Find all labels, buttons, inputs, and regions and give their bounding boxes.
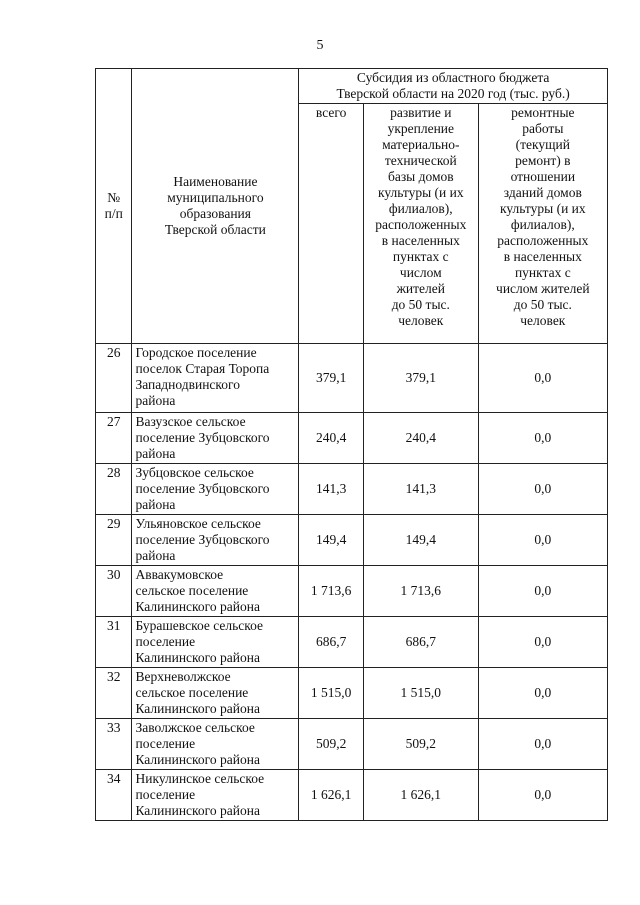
page-number: 5 <box>316 38 324 53</box>
repair-value: 0,0 <box>478 770 607 821</box>
development-value: 1 713,6 <box>363 566 478 617</box>
table-row <box>96 515 608 566</box>
total-value: 379,1 <box>299 344 364 413</box>
row-number: 29 <box>96 515 132 566</box>
total-value: 1 626,1 <box>299 770 364 821</box>
table-row <box>96 770 608 821</box>
total-value: 149,4 <box>299 515 364 566</box>
municipality-name: Аввакумовское сельское поселение Калининского района <box>132 566 299 617</box>
row-number: 30 <box>96 566 132 617</box>
header-name: Наименование муниципального образования Тверской области <box>132 69 299 344</box>
repair-value: 0,0 <box>478 617 607 668</box>
municipality-name: Заволжское сельское поселение Калининского района <box>132 719 299 770</box>
header-subsidy: Субсидия из областного бюджета Тверской области на 2020 год (тыс. руб.) <box>299 69 608 104</box>
table-row <box>96 344 608 413</box>
repair-value: 0,0 <box>478 413 607 464</box>
development-value: 379,1 <box>363 344 478 413</box>
repair-value: 0,0 <box>478 566 607 617</box>
table-row <box>96 566 608 617</box>
repair-value: 0,0 <box>478 344 607 413</box>
row-number: 31 <box>96 617 132 668</box>
total-value: 1 515,0 <box>299 668 364 719</box>
development-value: 149,4 <box>363 515 478 566</box>
subsidy-table <box>95 68 608 821</box>
repair-value: 0,0 <box>478 668 607 719</box>
header-development: развитие и укрепление материально- технической базы домов культуры (и их филиалов), расположенных в населенных пунктах с числом жителей до 50 тыс. человек <box>363 104 478 344</box>
development-value: 1 515,0 <box>363 668 478 719</box>
table-row <box>96 413 608 464</box>
total-value: 1 713,6 <box>299 566 364 617</box>
table-row <box>96 464 608 515</box>
row-number: 27 <box>96 413 132 464</box>
development-value: 141,3 <box>363 464 478 515</box>
repair-value: 0,0 <box>478 464 607 515</box>
row-number: 34 <box>96 770 132 821</box>
row-number: 32 <box>96 668 132 719</box>
header-total: всего <box>299 104 364 344</box>
header-repair: ремонтные работы (текущий ремонт) в отношении зданий домов культуры (и их филиалов), расположенных в населенных пунктах с числом жителей до 50 тыс. человек <box>478 104 607 344</box>
table-row <box>96 719 608 770</box>
municipality-name: Городское поселение поселок Старая Торопа Западнодвинского района <box>132 344 299 413</box>
municipality-name: Никулинское сельское поселение Калининского района <box>132 770 299 821</box>
header-num: № п/п <box>96 69 132 344</box>
table-row <box>96 668 608 719</box>
municipality-name: Бурашевское сельское поселение Калининского района <box>132 617 299 668</box>
total-value: 141,3 <box>299 464 364 515</box>
municipality-name: Ульяновское сельское поселение Зубцовского района <box>132 515 299 566</box>
total-value: 240,4 <box>299 413 364 464</box>
repair-value: 0,0 <box>478 515 607 566</box>
development-value: 1 626,1 <box>363 770 478 821</box>
municipality-name: Верхневолжское сельское поселение Калининского района <box>132 668 299 719</box>
development-value: 509,2 <box>363 719 478 770</box>
municipality-name: Зубцовское сельское поселение Зубцовского района <box>132 464 299 515</box>
repair-value: 0,0 <box>478 719 607 770</box>
table-row <box>96 617 608 668</box>
row-number: 26 <box>96 344 132 413</box>
development-value: 240,4 <box>363 413 478 464</box>
row-number: 33 <box>96 719 132 770</box>
development-value: 686,7 <box>363 617 478 668</box>
municipality-name: Вазузское сельское поселение Зубцовского района <box>132 413 299 464</box>
total-value: 509,2 <box>299 719 364 770</box>
row-number: 28 <box>96 464 132 515</box>
total-value: 686,7 <box>299 617 364 668</box>
